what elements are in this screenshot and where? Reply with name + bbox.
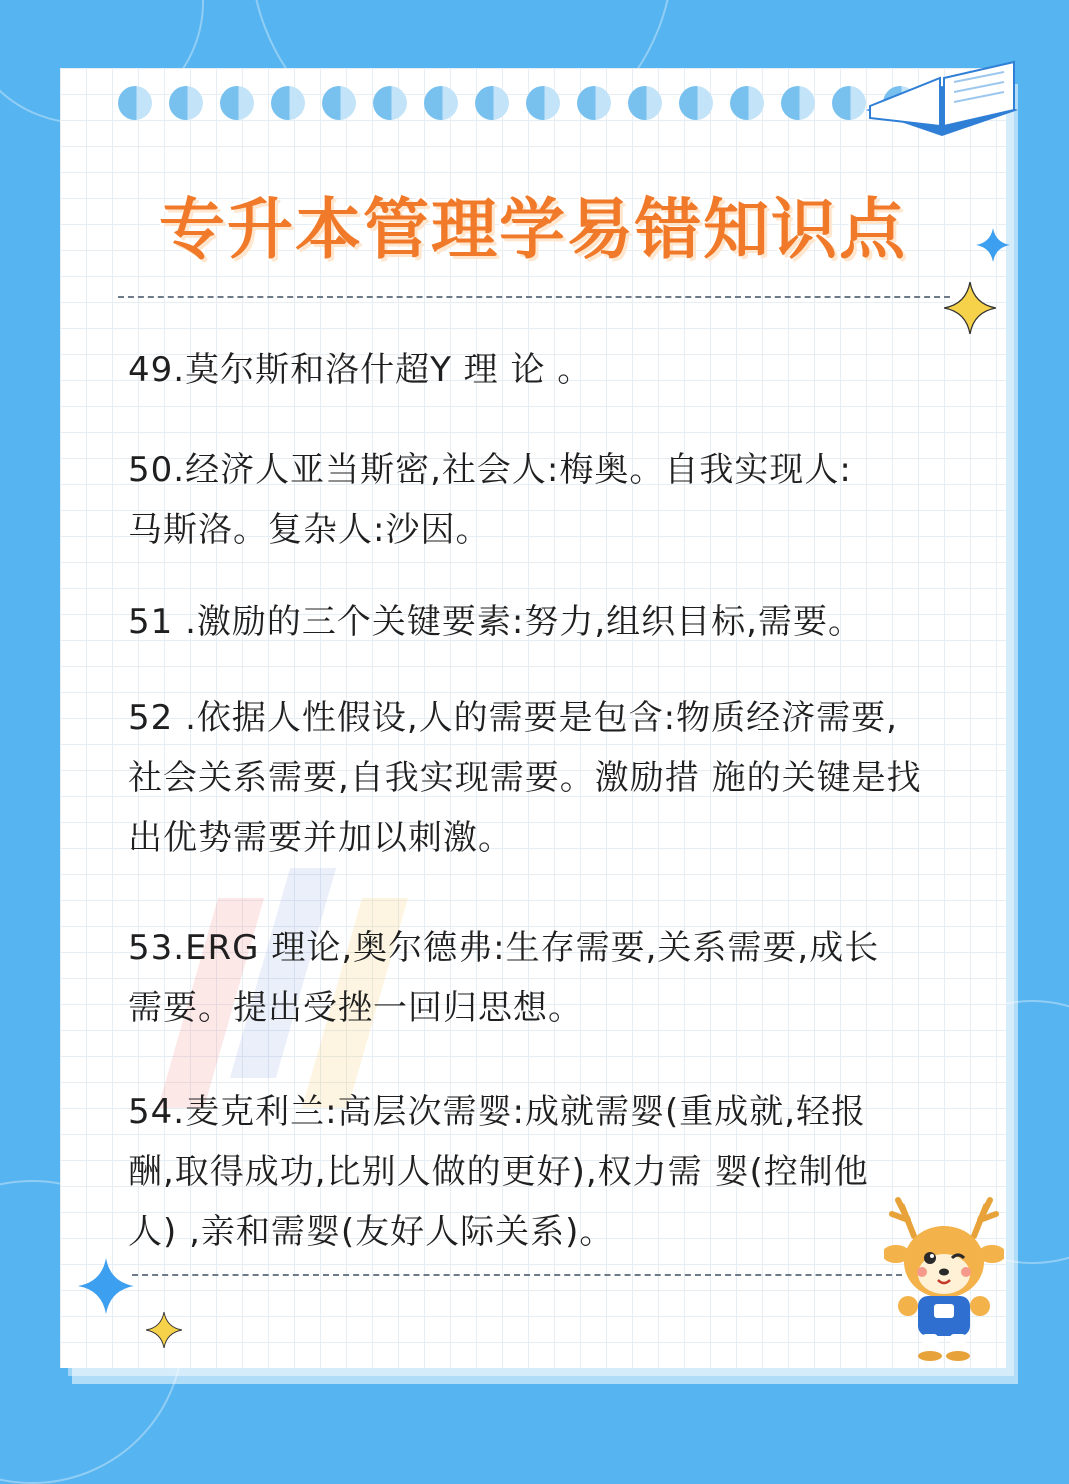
sparkle-icon <box>944 282 996 334</box>
binding-hole <box>679 86 713 120</box>
list-item: 50.经济人亚当斯密,社会人:梅奥。自我实现人: 马斯洛。复杂人:沙因。 <box>128 450 852 550</box>
list-item: 51 .激励的三个关键要素:努力,组织目标,需要。 <box>128 602 863 642</box>
list-item: 49.莫尔斯和洛什超Y 理 论 。 <box>128 350 593 390</box>
binding-hole <box>169 86 203 120</box>
deer-mascot-icon <box>884 1196 1004 1362</box>
list-item: 54.麦克利兰:高层次需婴:成就需婴(重成就,轻报 酬,取得成功,比别人做的更好),权力需 婴(控制他 人) ,亲和需婴(友好人际关系)。 <box>128 1092 869 1252</box>
divider-bottom <box>132 1274 902 1276</box>
binding-hole <box>475 86 509 120</box>
open-book-icon <box>862 58 1022 148</box>
sparkle-icon <box>78 1258 134 1314</box>
binding-hole <box>424 86 458 120</box>
binding-hole <box>628 86 662 120</box>
binding-hole <box>832 86 866 120</box>
binding-hole <box>118 86 152 120</box>
binding-hole <box>220 86 254 120</box>
binding-hole <box>373 86 407 120</box>
binding-hole <box>781 86 815 120</box>
binding-hole <box>271 86 305 120</box>
page-title: 专升本管理学易错知识点 <box>159 191 907 268</box>
binding-hole <box>526 86 560 120</box>
divider-top <box>118 296 950 298</box>
binding-holes <box>118 86 918 122</box>
sparkle-icon <box>146 1312 182 1348</box>
sparkle-icon <box>976 228 1010 262</box>
list-item: 52 .依据人性假设,人的需要是包含:物质经济需要, 社会关系需要,自我实现需要。激励措 施的关键是找 出优势需要并加以刺激。 <box>128 698 922 858</box>
notebook-page <box>60 68 1006 1368</box>
binding-hole <box>577 86 611 120</box>
binding-hole <box>322 86 356 120</box>
list-item: 53.ERG 理论,奥尔德弗:生存需要,关系需要,成长 需要。提出受挫一回归思想。 <box>128 928 880 1028</box>
binding-hole <box>730 86 764 120</box>
